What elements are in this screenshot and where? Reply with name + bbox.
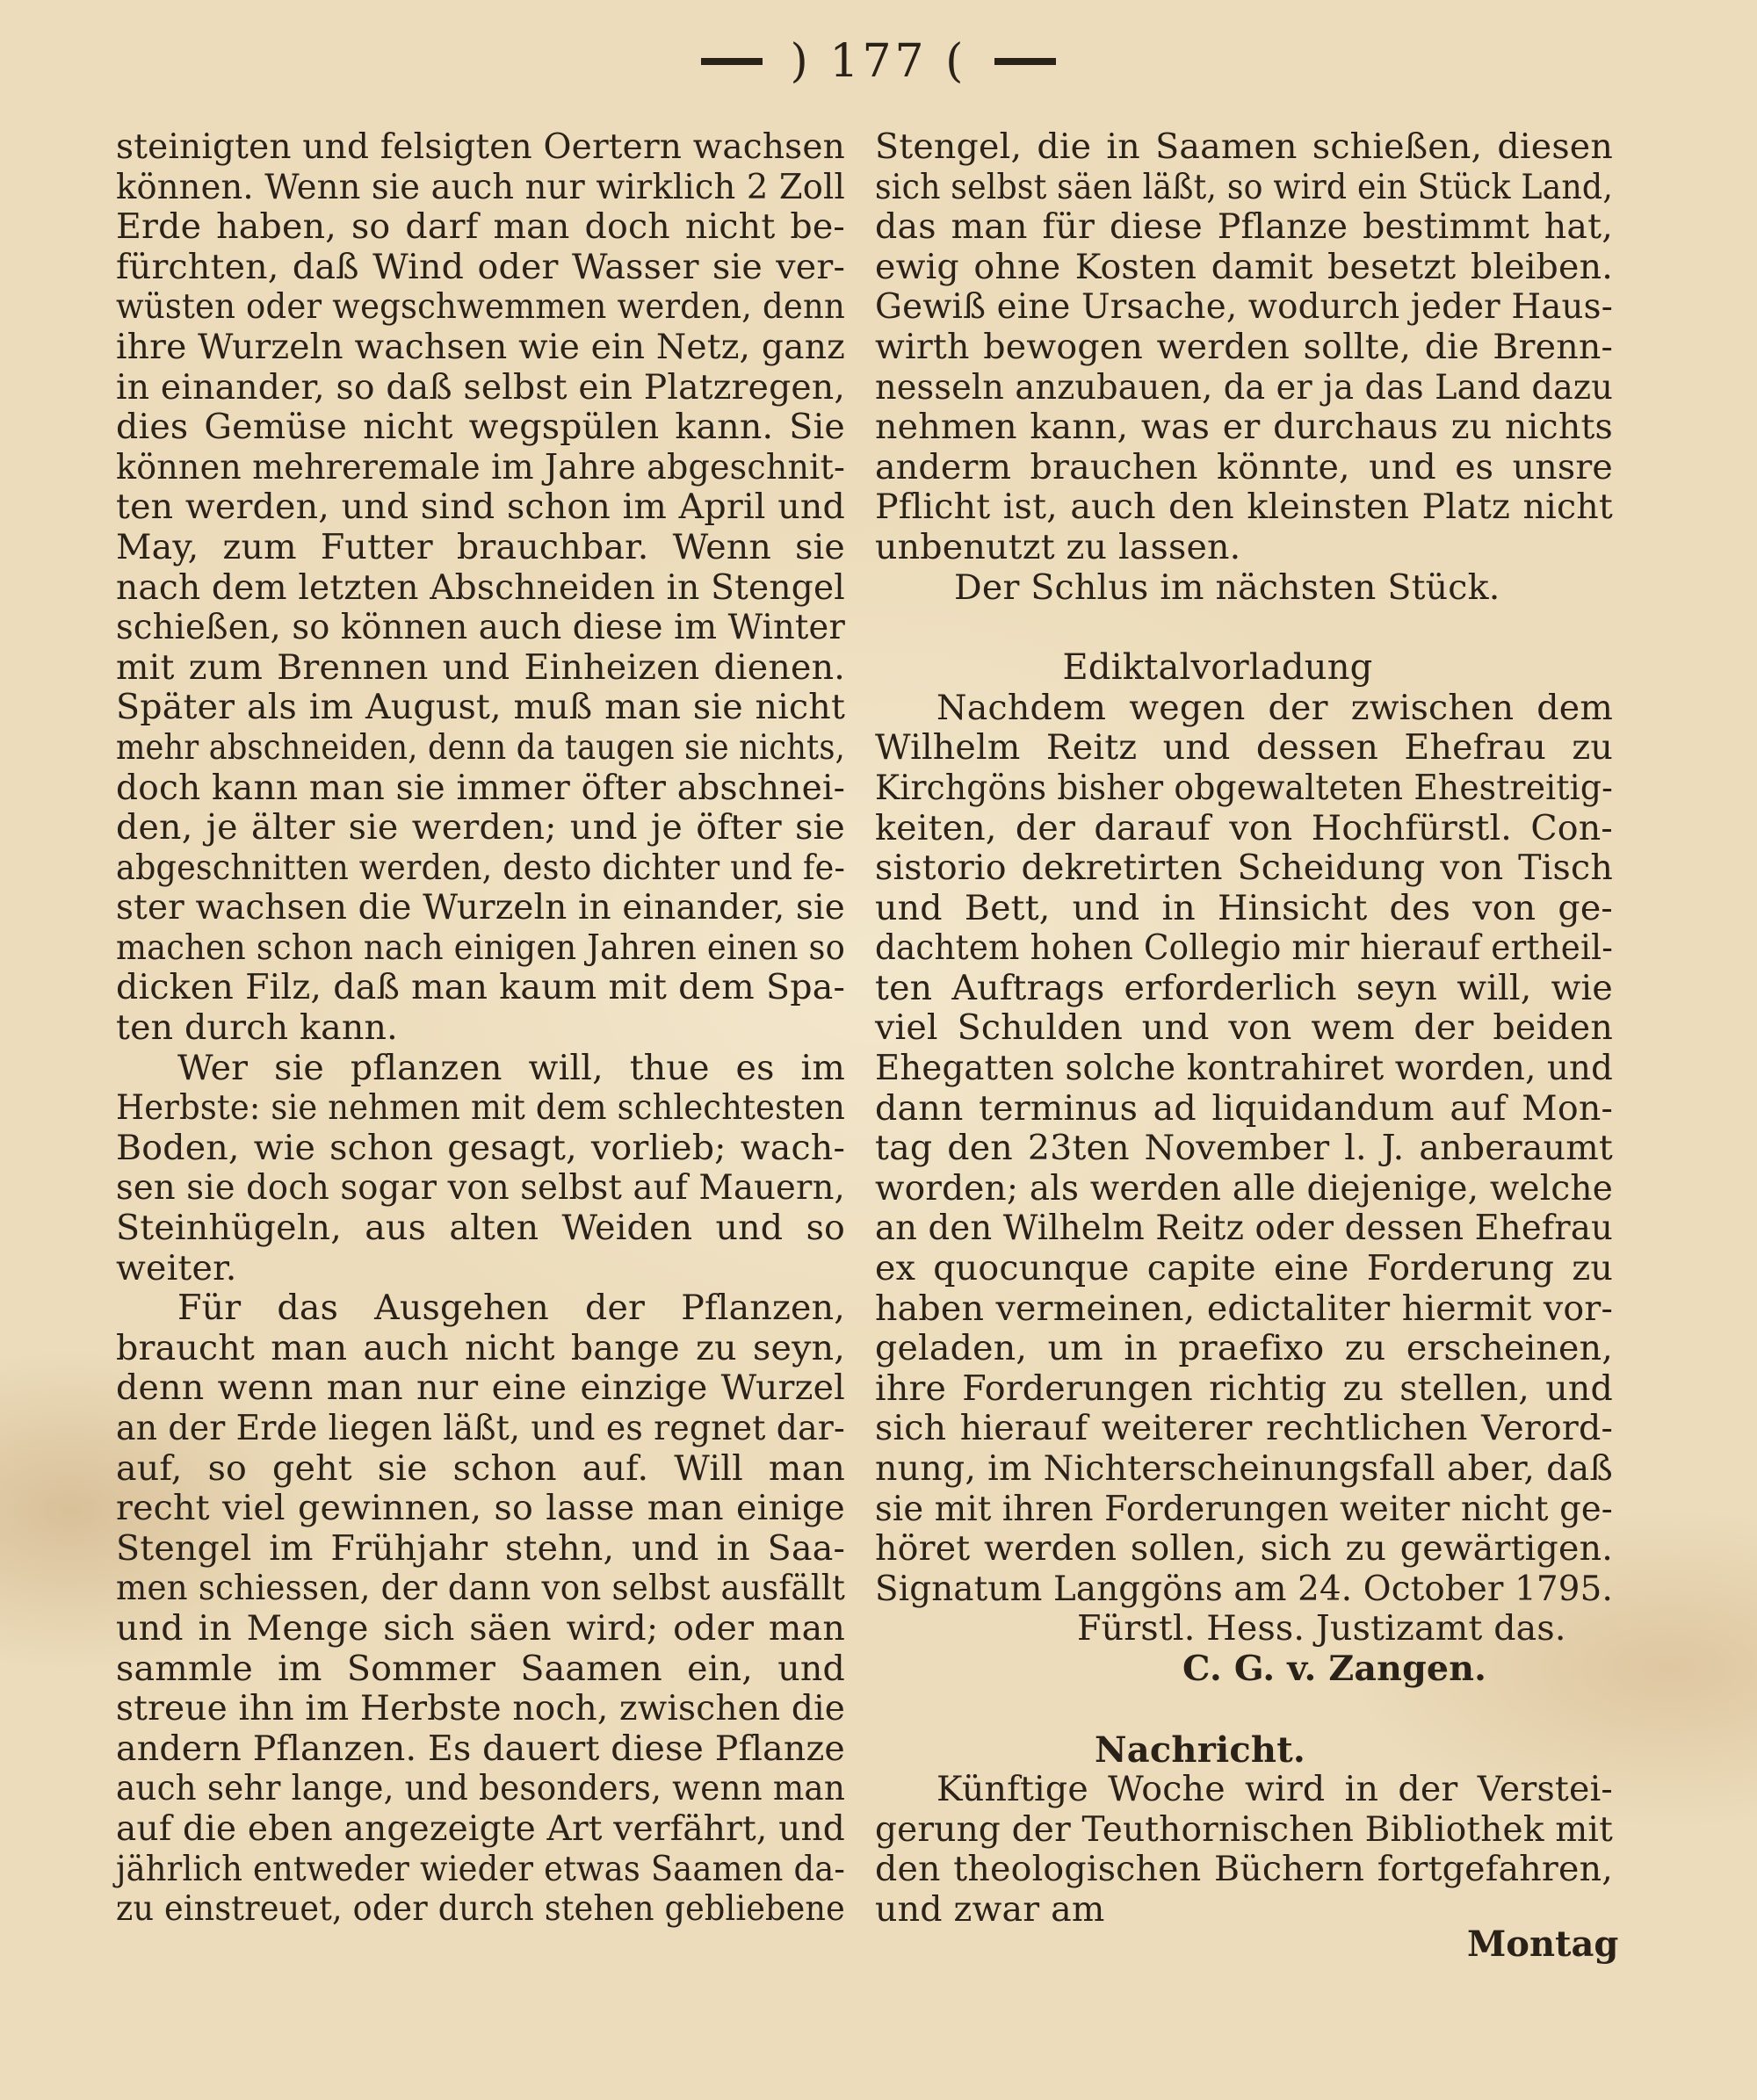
left-text-line: weiter.	[116, 1247, 237, 1288]
edict-text-line: ten Auftrags erforderlich seyn will, wie	[875, 967, 1613, 1008]
left-text-line: sen sie doch sogar von selbst auf Mauern,	[116, 1167, 845, 1209]
notice-text-line: den theologischen Büchern fortgefahren,	[875, 1849, 1613, 1890]
left-text-line: doch kann man sie immer öfter abschnei-	[116, 767, 846, 808]
left-text-line: in einander, so daß selbst ein Platzregen,	[116, 366, 846, 408]
continued-note: Der Schlus im nächsten Stück.	[954, 566, 1500, 608]
edict-heading: Ediktalvorladung	[1062, 647, 1373, 689]
left-text-line: Wer sie pflanzen will, thue es im	[177, 1047, 845, 1088]
left-text-line: an der Erde liegen läßt, und es regnet dar-	[116, 1408, 845, 1448]
edict-text-line: Nachdem wegen der zwischen dem	[936, 687, 1613, 728]
left-text-line: ster wachsen die Wurzeln in einander, sie	[116, 887, 845, 928]
edict-text-line: ihre Forderungen richtig zu stellen, und	[875, 1368, 1613, 1409]
continuation-text-line: nehmen kann, was er durchaus zu nichts	[875, 407, 1614, 448]
right-column	[875, 127, 1613, 1930]
left-text-line: Für das Ausgehen der Pflanzen,	[177, 1288, 845, 1329]
left-text-line: auf die eben angezeigte Art verfährt, und	[116, 1808, 845, 1849]
left-text-line: nach dem letzten Abschneiden in Stengel	[116, 566, 845, 608]
header-rule-left	[701, 58, 763, 65]
left-text-line: schießen, so können auch diese im Winter	[116, 607, 846, 648]
left-text-line: Erde haben, so darf man doch nicht be-	[116, 206, 845, 248]
catchword: Montag	[1467, 1923, 1619, 1965]
left-text-line: May, zum Futter brauchbar. Wenn sie	[116, 526, 845, 567]
edict-text-line: Signatum Langgöns am 24. October 1795.	[875, 1568, 1613, 1609]
left-text-line: Stengel im Frühjahr stehn, und in Saa-	[116, 1527, 845, 1569]
left-text-line: können mehreremale im Jahre abgeschnit-	[116, 446, 845, 487]
continuation-text-line: Stengel, die in Saamen schießen, diesen	[875, 126, 1614, 167]
continuation-text-line: anderm brauchen könnte, und es unsre	[875, 446, 1613, 487]
left-text-line: mehr abschneiden, denn da taugen sie nichts,	[116, 726, 845, 768]
edict-text-line: ex quocunque capite eine Forderung zu	[875, 1248, 1613, 1289]
continuation-text-line: sich selbst säen läßt, so wird ein Stück Land,	[875, 166, 1614, 207]
left-column	[116, 127, 845, 1930]
left-text-line: Herbste: sie nehmen mit dem schlechtesten	[116, 1087, 846, 1129]
edict-text-line: haben vermeinen, edictaliter hiermit vor-	[875, 1288, 1614, 1329]
left-text-line: Boden, wie schon gesagt, vorlieb; wach-	[116, 1127, 845, 1168]
left-text-line: fürchten, daß Wind oder Wasser sie ver-	[116, 246, 846, 287]
edict-text-line: Ehegatten solche kontrahiret worden, und	[875, 1048, 1613, 1089]
notice-text-line: Künftige Woche wird in der Verstei-	[936, 1769, 1613, 1810]
edict-text-line: und Bett, und in Hinsicht des von ge-	[875, 887, 1613, 928]
page-number: ) 177 (	[790, 35, 967, 88]
continuation-text-line: ewig ohne Kosten damit besetzt bleiben.	[875, 246, 1614, 287]
left-text-line: ten durch kann.	[116, 1007, 398, 1049]
section-gap	[875, 608, 1613, 648]
left-text-line: wüsten oder wegschwemmen werden, denn	[116, 286, 845, 328]
left-text-line: steinigten und felsigten Oertern wachsen	[116, 126, 845, 167]
left-text-line: Später als im August, muß man sie nicht	[116, 687, 846, 728]
left-text-line: abgeschnitten werden, desto dichter und fe-	[116, 847, 845, 888]
notice-heading: Nachricht.	[1094, 1728, 1306, 1771]
left-text-line: braucht man auch nicht bange zu seyn,	[116, 1327, 845, 1368]
edict-text-line: Kirchgöns bisher obgewalteten Ehestreitig-	[875, 767, 1613, 808]
continuation-text-line: das man für diese Pflanze bestimmt hat,	[875, 206, 1613, 248]
edict-text-line: höret werden sollen, sich zu gewärtigen.	[875, 1528, 1613, 1570]
edict-text-line: viel Schulden und von wem der beiden	[875, 1007, 1613, 1049]
left-text-line: und in Menge sich säen wird; oder man	[116, 1607, 845, 1649]
left-text-line: machen schon nach einigen Jahren einen so	[116, 927, 846, 968]
edict-text-line: Wilhelm Reitz und dessen Ehefrau zu	[875, 727, 1614, 769]
edict-text-line: sistorio dekretirten Scheidung von Tisch	[875, 848, 1613, 889]
article-continuation	[875, 127, 1613, 568]
edict-text-line: dann terminus ad liquidandum auf Mon-	[875, 1087, 1613, 1129]
edict-text-line: an den Wilhelm Reitz oder dessen Ehefrau	[875, 1208, 1613, 1249]
signature-office: Fürstl. Hess. Justizamt das.	[1077, 1608, 1566, 1649]
left-text-line: dies Gemüse nicht wegspülen kann. Sie	[116, 407, 845, 448]
continuation-text-line: Pflicht ist, auch den kleinsten Platz nicht	[875, 487, 1614, 528]
left-text-line: recht viel gewinnen, so lasse man einige	[116, 1488, 845, 1529]
notice-text-line: gerung der Teuthornischen Bibliothek mit	[875, 1808, 1613, 1850]
left-text-line: jährlich entweder wieder etwas Saamen da-	[116, 1848, 846, 1889]
left-text-line: streue ihn im Herbste noch, zwischen die	[116, 1688, 846, 1729]
left-text-line: auf, so geht sie schon auf. Will man	[116, 1447, 845, 1489]
notice-text-line: und zwar am	[875, 1888, 1105, 1930]
left-text-line: dicken Filz, daß man kaum mit dem Spa-	[116, 967, 845, 1008]
edict-text	[875, 689, 1613, 1610]
left-text-line: zu einstreuet, oder durch stehen gebliebene	[116, 1888, 845, 1930]
left-text-line: ten werden, und sind schon im April und	[116, 487, 845, 528]
section-gap	[875, 1690, 1613, 1730]
left-text-line: können. Wenn sie auch nur wirklich 2 Zoll	[116, 166, 846, 207]
header-rule-right	[994, 58, 1056, 65]
edict-text-line: worden; als werden alle diejenige, welche	[875, 1167, 1614, 1209]
continuation-text-line: nesseln anzubauen, da er ja das Land dazu	[875, 366, 1613, 408]
edict-text-line: keiten, der darauf von Hochfürstl. Con-	[875, 807, 1613, 848]
signature-name: C. G. v. Zangen.	[1182, 1648, 1487, 1689]
edict-text-line: dachtem hohen Collegio mir hierauf ertheil-	[875, 927, 1614, 969]
continuation-text-line: unbenutzt zu lassen.	[875, 526, 1241, 567]
edict-text-line: tag den 23ten November l. J. anberaumt	[875, 1128, 1613, 1169]
left-text-line: mit zum Brennen und Einheizen dienen.	[116, 646, 845, 688]
left-text-line: auch sehr lange, und besonders, wenn man	[116, 1768, 846, 1809]
left-text-line: den, je älter sie werden; und je öfter sie	[116, 807, 845, 848]
edict-text-line: sich hierauf weiterer rechtlichen Verord-	[875, 1408, 1613, 1449]
continuation-text-line: Gewiß eine Ursache, wodurch jeder Haus-	[875, 286, 1613, 328]
left-text-line: sammle im Sommer Saamen ein, und	[116, 1648, 845, 1689]
edict-text-line: sie mit ihren Forderungen weiter nicht ge-	[875, 1488, 1613, 1529]
edict-text-line: nung, im Nichterscheinungsfall aber, daß	[875, 1448, 1614, 1489]
left-text-line: men schiessen, der dann von selbst ausfällt	[116, 1568, 846, 1609]
continuation-text-line: wirth bewogen werden sollte, die Brenn-	[875, 326, 1614, 367]
edict-text-line: geladen, um in praefixo zu erscheinen,	[875, 1328, 1614, 1369]
left-text-line: andern Pflanzen. Es dauert diese Pflanze	[116, 1728, 845, 1769]
left-text-line: ihre Wurzeln wachsen wie ein Netz, ganz	[116, 326, 845, 367]
left-text-line: Steinhügeln, aus alten Weiden und so	[116, 1208, 846, 1249]
page-header	[0, 35, 1757, 97]
left-text-line: denn wenn man nur eine einzige Wurzel	[116, 1368, 846, 1409]
notice-text	[875, 1770, 1613, 1930]
